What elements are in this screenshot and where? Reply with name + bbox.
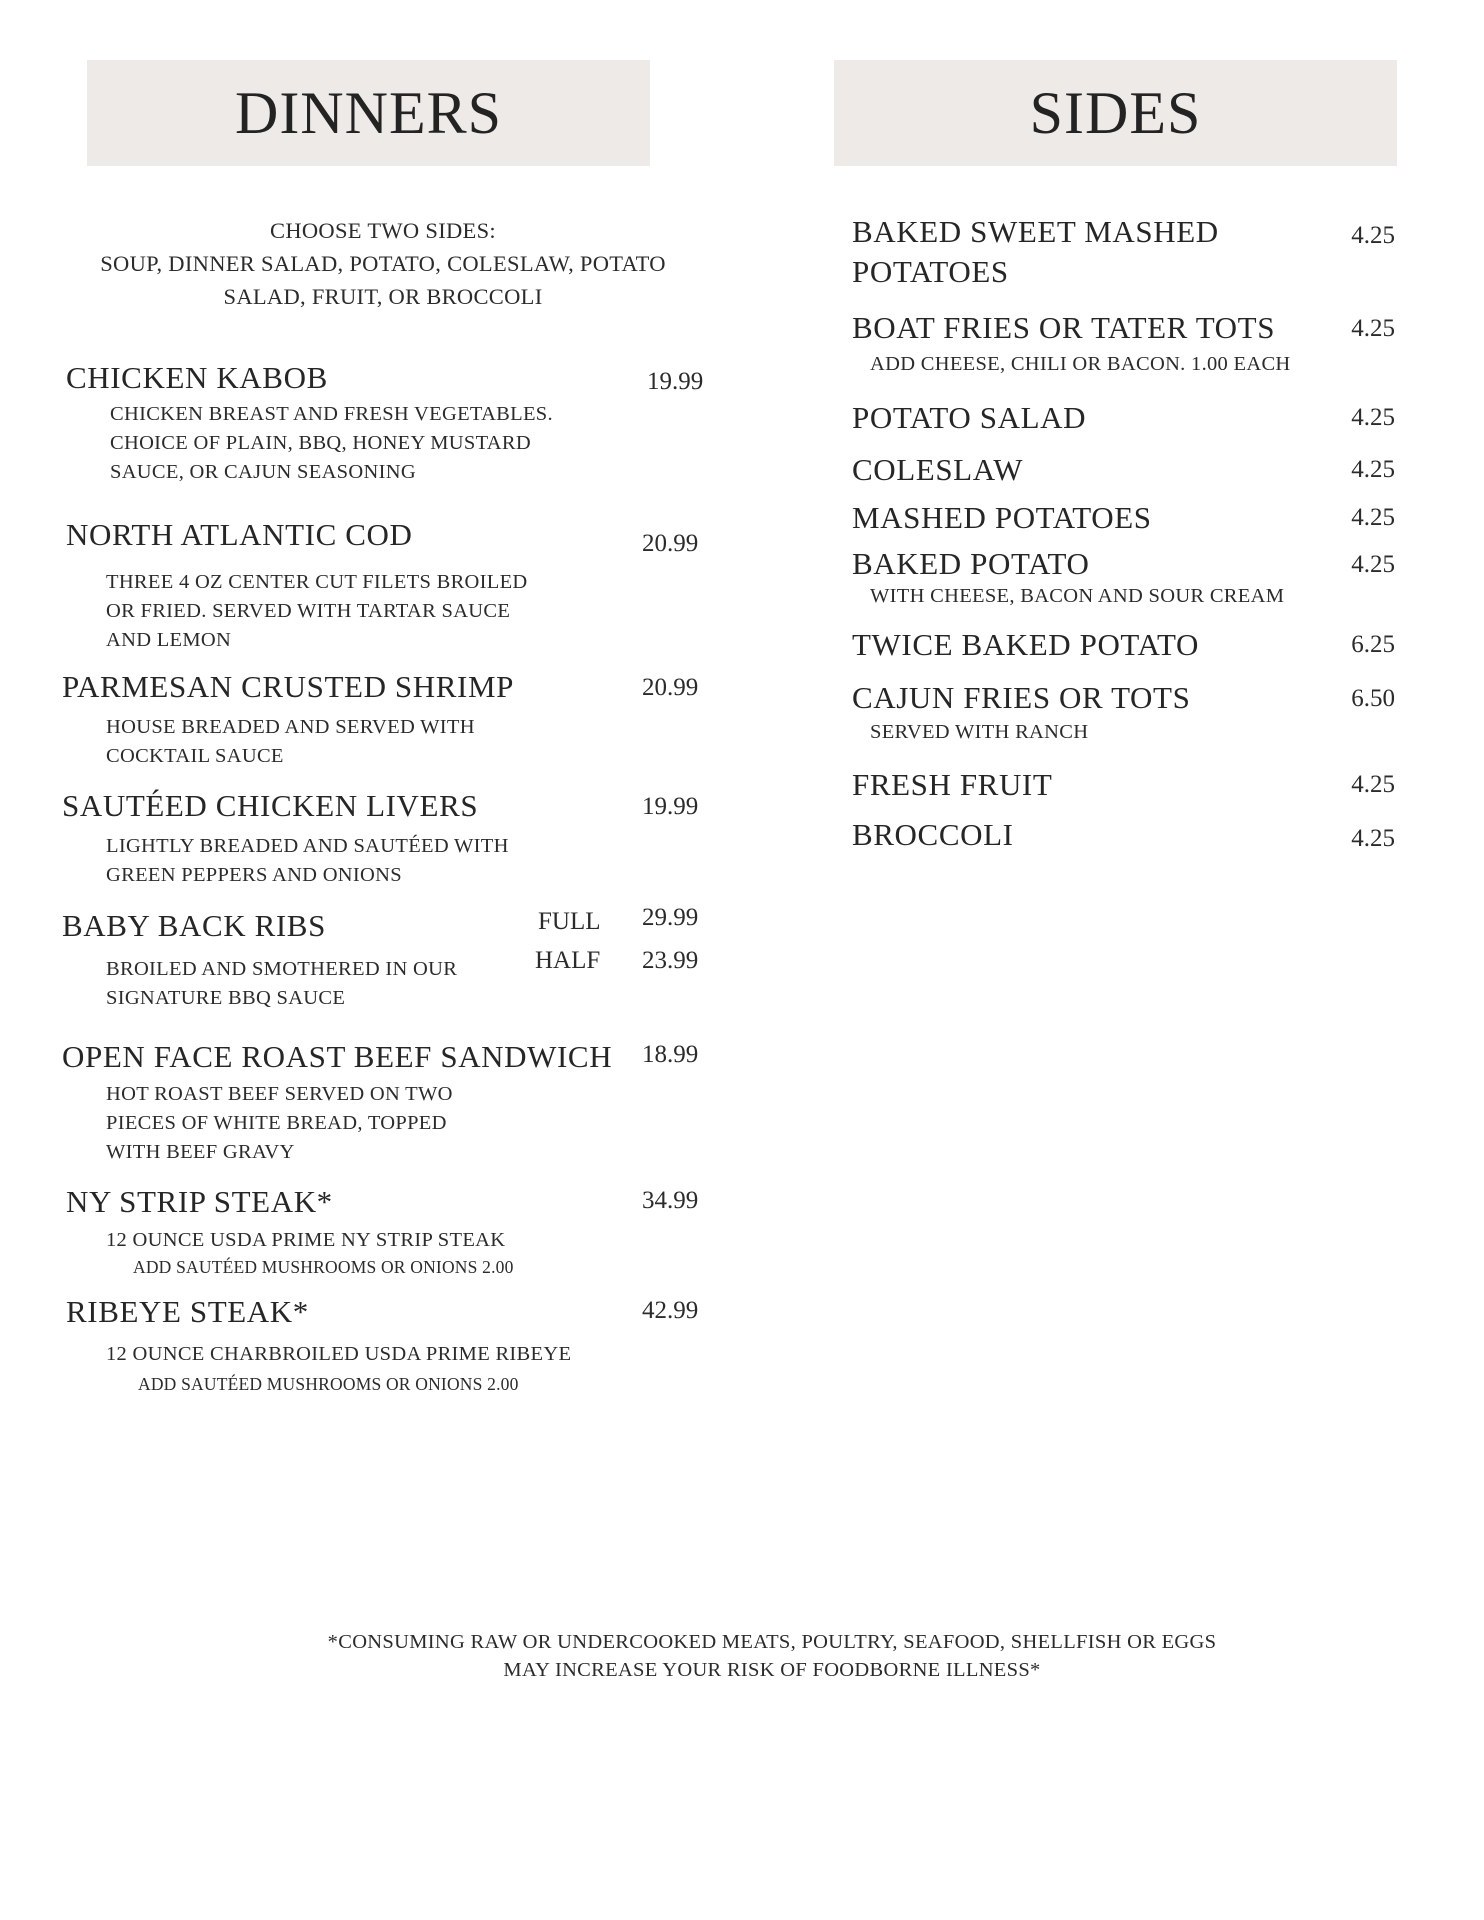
item-price: 19.99 bbox=[647, 368, 704, 395]
disclaimer-line: *CONSUMING RAW OR UNDERCOOKED MEATS, POULTRY, SEAFOOD, SHELLFISH OR EGGS bbox=[327, 1631, 1217, 1653]
item-description: SAUCE, OR CAJUN SEASONING bbox=[110, 461, 416, 483]
item-description: 12 OUNCE CHARBROILED USDA PRIME RIBEYE bbox=[106, 1343, 572, 1365]
side-name: COLESLAW bbox=[852, 452, 1024, 487]
option-label-half: HALF bbox=[535, 947, 601, 974]
side-note: WITH CHEESE, BACON AND SOUR CREAM bbox=[870, 585, 1285, 607]
item-price: 20.99 bbox=[642, 530, 699, 557]
side-name: POTATOES bbox=[852, 254, 1009, 289]
side-price: 6.50 bbox=[1351, 685, 1395, 712]
side-price: 4.25 bbox=[1351, 825, 1395, 852]
item-description: HOT ROAST BEEF SERVED ON TWO bbox=[106, 1083, 453, 1105]
sides-heading bbox=[834, 60, 1397, 166]
item-description: BROILED AND SMOTHERED IN OUR bbox=[106, 958, 458, 980]
item-name: RIBEYE STEAK* bbox=[66, 1294, 309, 1329]
item-name: CHICKEN KABOB bbox=[66, 360, 328, 395]
food-safety-disclaimer bbox=[0, 1628, 1484, 1684]
side-name: BROCCOLI bbox=[852, 817, 1014, 852]
side-price: 4.25 bbox=[1351, 315, 1395, 342]
side-name: POTATO SALAD bbox=[852, 400, 1087, 435]
item-name: OPEN FACE ROAST BEEF SANDWICH bbox=[62, 1039, 613, 1074]
side-name: BAKED POTATO bbox=[852, 546, 1090, 581]
item-description: AND LEMON bbox=[106, 629, 232, 651]
side-name: MASHED POTATOES bbox=[852, 500, 1152, 535]
intro-line: SALAD, FRUIT, OR BROCCOLI bbox=[223, 284, 543, 309]
item-price: 42.99 bbox=[642, 1297, 699, 1324]
side-note: SERVED WITH RANCH bbox=[870, 721, 1089, 743]
side-note: ADD CHEESE, CHILI OR BACON. 1.00 EACH bbox=[870, 353, 1291, 375]
item-name: NY STRIP STEAK* bbox=[66, 1184, 333, 1219]
side-price: 6.25 bbox=[1351, 631, 1395, 658]
item-addon: ADD SAUTÉED MUSHROOMS OR ONIONS 2.00 bbox=[138, 1374, 519, 1394]
item-description: OR FRIED. SERVED WITH TARTAR SAUCE bbox=[106, 600, 511, 622]
option-price-half: 23.99 bbox=[642, 947, 699, 974]
side-price: 4.25 bbox=[1351, 771, 1395, 798]
item-price: 18.99 bbox=[642, 1041, 699, 1068]
dinners-heading-text: DINNERS bbox=[234, 79, 502, 146]
item-description: CHICKEN BREAST AND FRESH VEGETABLES. bbox=[110, 403, 553, 425]
item-price: 34.99 bbox=[642, 1187, 699, 1214]
option-label-full: FULL bbox=[538, 908, 601, 935]
side-name: BOAT FRIES OR TATER TOTS bbox=[852, 310, 1276, 345]
item-name: SAUTÉED CHICKEN LIVERS bbox=[62, 788, 479, 823]
item-description: THREE 4 OZ CENTER CUT FILETS BROILED bbox=[106, 571, 528, 593]
intro-line: CHOOSE TWO SIDES: bbox=[270, 218, 496, 243]
item-description: WITH BEEF GRAVY bbox=[106, 1141, 295, 1163]
item-description: CHOICE OF PLAIN, BBQ, HONEY MUSTARD bbox=[110, 432, 531, 454]
side-price: 4.25 bbox=[1351, 504, 1395, 531]
item-description: PIECES OF WHITE BREAD, TOPPED bbox=[106, 1112, 447, 1134]
item-description: HOUSE BREADED AND SERVED WITH bbox=[106, 716, 475, 738]
side-price: 4.25 bbox=[1351, 456, 1395, 483]
item-description: GREEN PEPPERS AND ONIONS bbox=[106, 864, 402, 886]
item-name: BABY BACK RIBS bbox=[62, 908, 326, 943]
intro-line: SOUP, DINNER SALAD, POTATO, COLESLAW, POTATO bbox=[100, 251, 666, 276]
side-price: 4.25 bbox=[1351, 404, 1395, 431]
side-price: 4.25 bbox=[1351, 551, 1395, 578]
side-price: 4.25 bbox=[1351, 222, 1395, 249]
side-name: BAKED SWEET MASHED bbox=[852, 214, 1219, 249]
item-description: COCKTAIL SAUCE bbox=[106, 745, 284, 767]
item-description: SIGNATURE BBQ SAUCE bbox=[106, 987, 346, 1009]
item-price: 20.99 bbox=[642, 674, 699, 701]
side-name: TWICE BAKED POTATO bbox=[852, 627, 1200, 662]
option-price-full: 29.99 bbox=[642, 904, 699, 931]
item-price: 19.99 bbox=[642, 793, 699, 820]
side-name: CAJUN FRIES OR TOTS bbox=[852, 680, 1191, 715]
side-name: FRESH FRUIT bbox=[852, 767, 1053, 802]
dinners-heading bbox=[87, 60, 650, 166]
sides-heading-text: SIDES bbox=[1029, 79, 1202, 146]
item-addon: ADD SAUTÉED MUSHROOMS OR ONIONS 2.00 bbox=[133, 1257, 514, 1277]
disclaimer-line: MAY INCREASE YOUR RISK OF FOODBORNE ILLNESS* bbox=[503, 1659, 1041, 1681]
item-description: 12 OUNCE USDA PRIME NY STRIP STEAK bbox=[106, 1229, 506, 1251]
item-description: LIGHTLY BREADED AND SAUTÉED WITH bbox=[106, 835, 509, 857]
item-name: NORTH ATLANTIC COD bbox=[66, 517, 413, 552]
item-name: PARMESAN CRUSTED SHRIMP bbox=[62, 669, 514, 704]
sides-choice-note bbox=[50, 214, 716, 313]
